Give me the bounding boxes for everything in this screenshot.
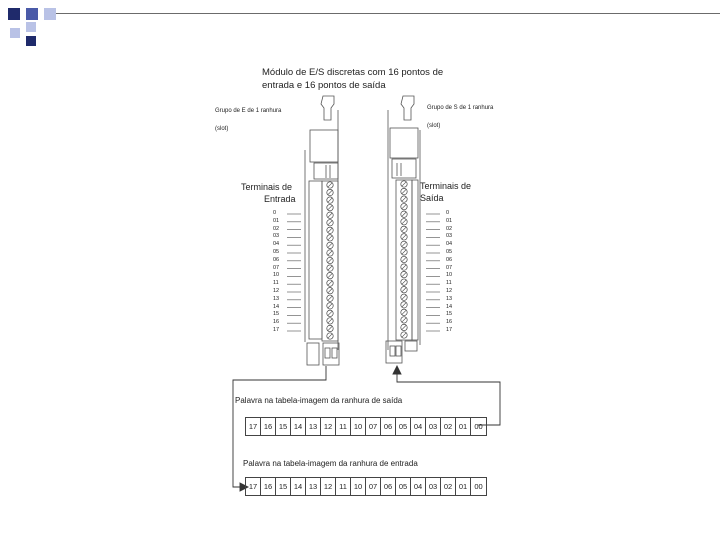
terminal-screw-slot [328, 243, 332, 247]
bit-cell: 04 [411, 478, 426, 495]
terminal-number: 15 [446, 311, 453, 318]
bit-cell: 03 [426, 418, 441, 435]
bit-cell: 06 [381, 418, 396, 435]
input-word-table [245, 477, 487, 496]
bit-cell: 12 [321, 478, 336, 495]
terminal-screw-slot [402, 310, 406, 314]
terminal-number: 06 [446, 256, 453, 263]
bit-cell: 17 [246, 418, 261, 435]
terminal-number: 17 [446, 327, 453, 333]
diagram-title-line1: Módulo de E/S discretas com 16 pontos de [262, 67, 444, 78]
terminal-number: 15 [273, 311, 280, 318]
output-group-label: Grupo de S de 1 ranhura [427, 105, 494, 111]
bit-cell: 05 [396, 478, 411, 495]
output-terminal-wires [426, 214, 440, 331]
bit-cell: 13 [306, 478, 321, 495]
terminal-number: 16 [446, 319, 453, 326]
bit-cell: 15 [276, 478, 291, 495]
bit-cell: 04 [411, 418, 426, 435]
bit-cell: 10 [351, 478, 366, 495]
output-arrow-head [393, 366, 401, 374]
terminal-screw-slot [402, 288, 406, 292]
output-terminals-label-line1: Terminais de [420, 181, 472, 191]
input-word-caption: Palavra na tabela-imagem da ranhura de entrada [243, 459, 418, 468]
terminal-number: 10 [273, 272, 280, 279]
terminal-screw-slot [402, 295, 406, 299]
output-terminal-screws [401, 181, 407, 338]
terminal-number: 0 [446, 210, 450, 216]
terminal-number: 02 [446, 225, 453, 232]
input-terminal-wires [287, 214, 301, 331]
bit-cell: 12 [321, 418, 336, 435]
input-module [305, 96, 339, 365]
terminal-screw-slot [328, 289, 332, 293]
terminal-number: 17 [273, 327, 280, 333]
diagram-title-line2: entrada e 16 pontos de saída [262, 80, 386, 91]
terminal-screw-slot [328, 273, 332, 277]
terminal-screw-slot [328, 228, 332, 232]
bit-cell: 06 [381, 478, 396, 495]
terminal-screw-slot [402, 220, 406, 224]
terminal-screw-slot [402, 189, 406, 193]
bit-cell: 00 [474, 422, 483, 431]
output-group-slot: (slot) [427, 123, 441, 129]
input-terminal-screws [327, 182, 333, 339]
terminal-screw-slot [402, 325, 406, 329]
bit-cell: 17 [246, 478, 261, 495]
terminal-screw-slot [328, 319, 332, 323]
terminal-number: 13 [446, 295, 453, 302]
terminal-screw-slot [328, 258, 332, 262]
terminal-screw-slot [328, 266, 332, 270]
bit-cell: 16 [261, 478, 276, 495]
bit-cell: 07 [366, 478, 381, 495]
terminal-screw-slot [328, 296, 332, 300]
terminal-number: 05 [446, 249, 453, 255]
terminal-number: 14 [273, 303, 280, 310]
terminal-number: 0 [273, 210, 277, 216]
terminal-number: 12 [273, 288, 280, 294]
terminal-screw-slot [328, 251, 332, 255]
terminal-screw-slot [402, 333, 406, 337]
terminal-screw-slot [402, 280, 406, 284]
terminal-number: 16 [273, 319, 280, 326]
terminal-screw-slot [402, 242, 406, 246]
bit-cell: 05 [396, 418, 411, 435]
terminal-screw-slot [402, 204, 406, 208]
output-word-table [245, 417, 487, 436]
terminal-number: 11 [446, 280, 452, 287]
terminal-screw-slot [402, 227, 406, 231]
terminal-number: 04 [446, 241, 453, 248]
terminal-number: 03 [446, 233, 453, 240]
output-terminals-label-line2: Saída [420, 193, 444, 203]
terminal-number: 07 [273, 264, 280, 271]
terminal-screw-slot [328, 334, 332, 338]
terminal-number: 02 [273, 225, 280, 232]
terminal-screw-slot [328, 236, 332, 240]
bit-cell: 03 [426, 478, 441, 495]
bit-cell: 11 [336, 478, 351, 495]
terminal-screw-slot [328, 304, 332, 308]
bit-cell: 07 [366, 418, 381, 435]
input-group-slot: (slot) [215, 126, 229, 132]
terminal-screw-slot [402, 272, 406, 276]
terminal-screw-slot [328, 221, 332, 225]
terminal-number: 10 [446, 272, 453, 279]
bit-cell: 01 [456, 478, 471, 495]
bit-cell: 13 [306, 418, 321, 435]
terminal-number: 04 [273, 241, 280, 248]
terminal-number: 05 [273, 249, 280, 255]
terminal-screw-slot [402, 257, 406, 261]
bit-cell: 01 [456, 418, 471, 435]
terminal-screw-slot [402, 235, 406, 239]
terminal-screw-slot [402, 318, 406, 322]
input-terminals-label-line2: Entrada [264, 194, 296, 204]
terminal-screw-slot [328, 281, 332, 285]
bit-cell: 10 [351, 418, 366, 435]
terminal-screw-slot [328, 190, 332, 194]
terminal-screw-slot [328, 198, 332, 202]
bit-cell: 02 [441, 478, 456, 495]
terminal-number: 01 [446, 217, 453, 224]
terminal-screw-slot [402, 182, 406, 186]
terminal-screw-slot [328, 205, 332, 209]
input-group-label: Grupo de E de 1 ranhura [215, 108, 282, 114]
terminal-number: 14 [446, 303, 453, 310]
terminal-screw-slot [402, 212, 406, 216]
terminal-number: 03 [273, 233, 280, 240]
terminal-number: 12 [446, 288, 453, 294]
terminal-screw-slot [402, 197, 406, 201]
terminal-screw-slot [402, 265, 406, 269]
terminal-number: 01 [273, 217, 280, 224]
terminal-screw-slot [402, 303, 406, 307]
bit-cell: 11 [336, 418, 351, 435]
terminal-number: 07 [446, 264, 453, 271]
terminal-screw-slot [328, 183, 332, 187]
bit-cell: 16 [261, 418, 276, 435]
bit-cell: 14 [291, 478, 306, 495]
terminal-screw-slot [402, 250, 406, 254]
terminal-number: 11 [273, 280, 279, 287]
terminal-screw-slot [328, 326, 332, 330]
bit-cell: 00 [474, 482, 483, 491]
terminal-number: 13 [273, 295, 280, 302]
terminal-screw-slot [328, 213, 332, 217]
bit-cell: 14 [291, 418, 306, 435]
bit-cell: 15 [276, 418, 291, 435]
output-word-caption: Palavra na tabela-imagem da ranhura de saída [235, 396, 403, 405]
bit-cell: 02 [441, 418, 456, 435]
terminal-screw-slot [328, 311, 332, 315]
terminal-number: 06 [273, 256, 280, 263]
input-terminals-label-line1: Terminais de [241, 182, 293, 192]
